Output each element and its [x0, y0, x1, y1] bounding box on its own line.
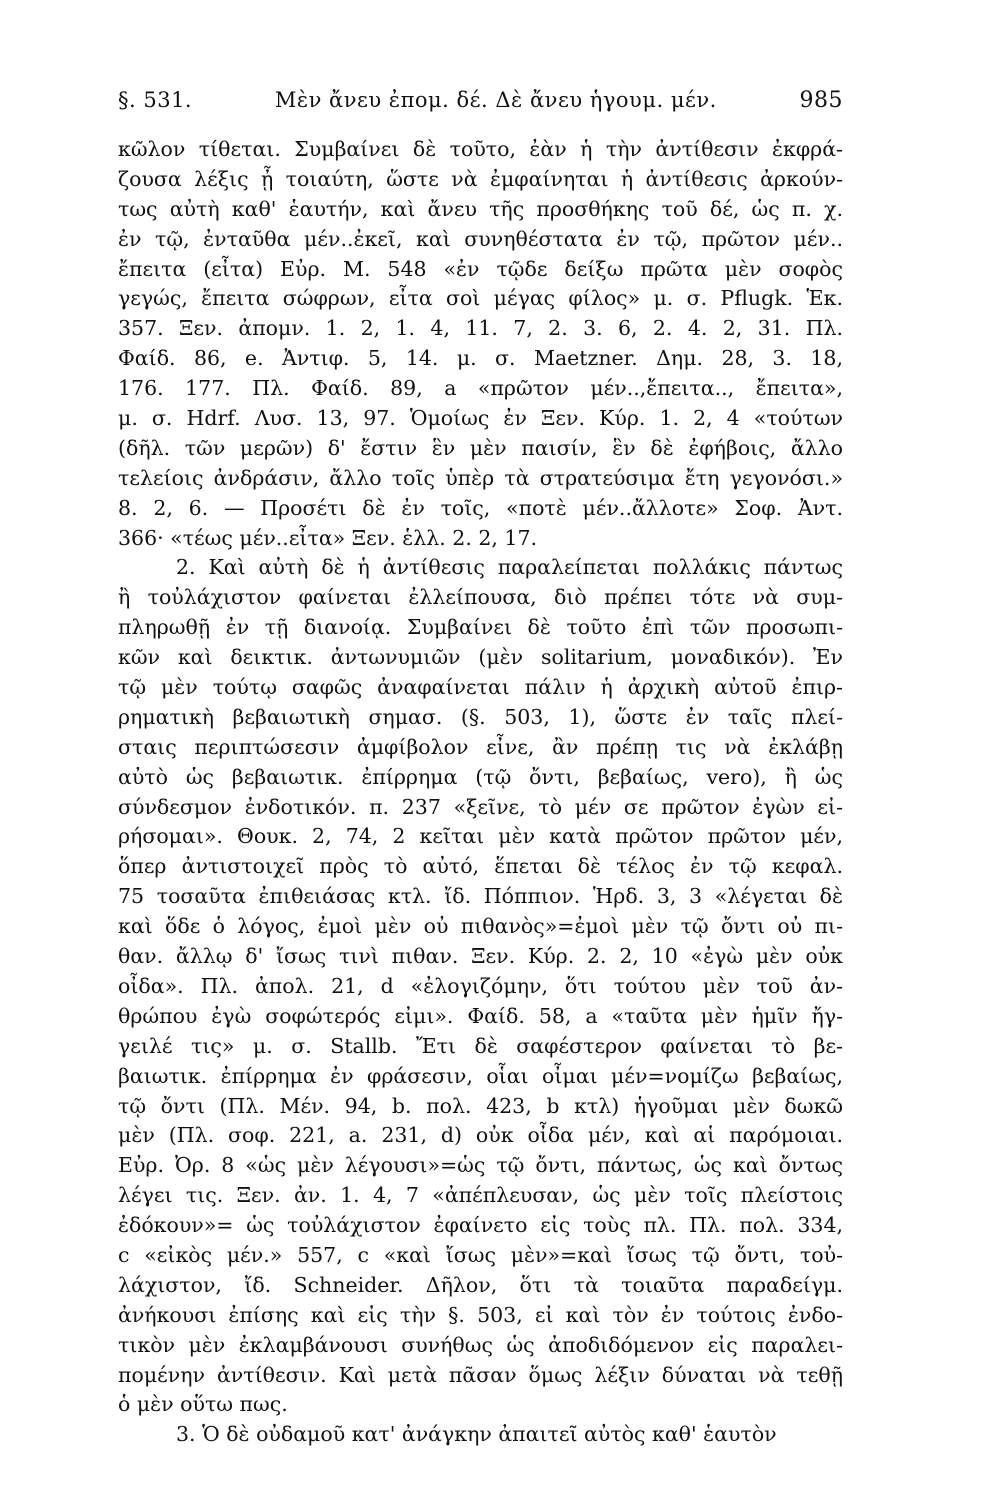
text-line: βαιωτικ. ἐπίρρημα ἐν φράσεσιν, οἷαι οἶμαι μέν=νομίζω βεβαίως,: [118, 1063, 843, 1088]
page-number: 985: [799, 88, 843, 113]
text-line: γεγώς, ἔπειτα σώφρων, εἶτα σοὶ μέγας φίλος» μ. σ. Pflugk. Ἑκ.: [118, 286, 843, 311]
text-line: γειλέ τις» μ. σ. Stallb. Ἔτι δὲ σαφέστερον φαίνεται τὸ βε-: [118, 1033, 843, 1058]
text-line: θρώπου ἐγὼ σοφώτερός εἰμι». Φαίδ. 58, a «ταῦτα μὲν ἡμῖν ἤγ-: [118, 1003, 843, 1028]
text-line: τῷ ὄντι (Πλ. Μέν. 94, b. πολ. 423, b κτλ) ἡγοῦμαι μὲν δωκῶ: [118, 1093, 843, 1118]
text-line: 357. Ξεν. ἀπομν. 1. 2, 1. 4, 11. 7, 2. 3. 6, 2. 4. 2, 31. Πλ.: [118, 316, 843, 341]
text-line: ἢ τοὐλάχιστον φαίνεται ἐλλείπουσα, διὸ πρέπει τότε νὰ συμ-: [118, 585, 843, 610]
body-text: [118, 135, 843, 1450]
text-line: 8. 2, 6. — Προσέτι δὲ ἐν τοῖς, «ποτὲ μέν..ἄλλοτε» Σοφ. Ἀντ.: [118, 495, 843, 520]
text-line: κῶν καὶ δεικτικ. ἀντωνυμιῶν (μὲν solitarium, μοναδικόν). Ἐν: [118, 645, 843, 670]
text-line: τελείοις ἀνδράσιν, ἄλλο τοῖς ὑπὲρ τὰ στρατεύσιμα ἔτη γεγονόσι.»: [118, 465, 843, 490]
text-line: 176. 177. Πλ. Φαίδ. 89, a «πρῶτον μέν..,ἔπειτα.., ἔπειτα»,: [118, 376, 843, 401]
text-line: καὶ ὅδε ὁ λόγος, ἐμοὶ μὲν οὐ πιθανὸς»=ἐμοὶ μὲν τῷ ὄντι οὐ πι-: [118, 914, 843, 939]
text-line: ὁ μὲν οὕτω πως.: [118, 1392, 288, 1417]
text-line: ὅπερ ἀντιστοιχεῖ πρὸς τὸ αὐτό, ἕπεται δὲ τέλος ἐν τῷ κεφαλ.: [118, 854, 843, 879]
text-line: ἐδόκουν»= ὡς τοὐλάχιστον ἐφαίνετο εἰς τοὺς πλ. Πλ. πολ. 334,: [118, 1213, 843, 1238]
text-line: λάχιστον, ἴδ. Schneider. Δῆλον, ὅτι τὰ τοιαῦτα παραδείγμ.: [118, 1272, 843, 1297]
text-line: ἐν τῷ, ἐνταῦθα μέν..ἐκεῖ, καὶ συνηθέστατα ἐν τῷ, πρῶτον μέν..: [118, 226, 843, 251]
text-line: μὲν (Πλ. σοφ. 221, a. 231, d) οὐκ οἶδα μέν, καὶ αἱ παρόμοιαι.: [118, 1123, 843, 1148]
text-line: τῷ μὲν τούτῳ σαφῶς ἀναφαίνεται πάλιν ἡ ἀρχικὴ αὐτοῦ ἐπιρ-: [118, 675, 843, 700]
text-line: λέγει τις. Ξεν. ἀν. 1. 4, 7 «ἀπέπλευσαν, ὡς μὲν τοῖς πλείστοις: [118, 1183, 843, 1208]
text-line: μ. σ. Hdrf. Λυσ. 13, 97. Ὁμοίως ἐν Ξεν. Κύρ. 1. 2, 4 «τούτων: [118, 406, 843, 431]
text-line: θαν. ἄλλῳ δ' ἴσως τινὶ πιθαν. Ξεν. Κύρ. 2. 2, 10 «ἐγὼ μὲν οὐκ: [118, 944, 843, 969]
text-line: πομένην ἀντίθεσιν. Καὶ μετὰ πᾶσαν ὅμως λέξιν δύναται νὰ τεθῇ: [118, 1362, 843, 1387]
header-title: Μὲν ἄνευ ἐπομ. δέ. Δὲ ἄνευ ἡγουμ. μέν.: [274, 88, 717, 112]
book-page: [118, 88, 843, 1450]
running-header: [118, 88, 843, 113]
text-line: κῶλον τίθεται. Συμβαίνει δὲ τοῦτο, ἐὰν ἡ τὴν ἀντίθεσιν ἐκφρά-: [118, 137, 843, 161]
section-number: §. 531.: [118, 88, 193, 112]
text-line: σταις περιπτώσεσιν ἀμφίβολον εἶνε, ἂν πρέπῃ τις νὰ ἐκλάβῃ: [118, 734, 843, 759]
text-line: c «εἰκὸς μέν.» 557, c «καὶ ἴσως μὲν»=καὶ ἴσως τῷ ὄντι, τοὐ-: [118, 1242, 843, 1267]
text-line: ρήσομαι». Θουκ. 2, 74, 2 κεῖται μὲν κατὰ πρῶτον πρῶτον μέν,: [118, 824, 843, 849]
text-line: 2. Καὶ αὐτὴ δὲ ἡ ἀντίθεσις παραλείπεται πολλάκις πάντως: [176, 555, 843, 580]
text-line: 366· «τέως μέν..εἶτα» Ξεν. ἑλλ. 2. 2, 17.: [118, 525, 538, 550]
text-line: τικὸν μὲν ἐκλαμβάνουσι συνήθως ὡς ἀποδιδόμενον εἰς παραλει-: [118, 1332, 843, 1357]
text-line: οἶδα». Πλ. ἀπολ. 21, d «ἐλογιζόμην, ὅτι τούτου μὲν τοῦ ἀν-: [118, 973, 843, 998]
text-line: ἔπειτα (εἶτα) Εὐρ. Μ. 548 «ἐν τῷδε δείξω πρῶτα μὲν σοφὸς: [118, 256, 843, 281]
text-line: 3. Ὁ δὲ οὐδαμοῦ κατ' ἀνάγκην ἀπαιτεῖ αὐτὸς καθ' ἑαυτὸν: [176, 1422, 777, 1447]
text-line: Εὐρ. Ὀρ. 8 «ὡς μὲν λέγουσι»=ὡς τῷ ὄντι, πάντως, ὡς καὶ ὄντως: [118, 1153, 843, 1178]
text-line: τως αὐτὴ καθ' ἑαυτήν, καὶ ἄνευ τῆς προσθήκης τοῦ δέ, ὡς π. χ.: [118, 196, 843, 221]
text-line: αὐτὸ ὡς βεβαιωτικ. ἐπίρρημα (τῷ ὄντι, βεβαίως, vero), ἢ ὡς: [118, 764, 843, 789]
text-line: ζουσα λέξις ᾖ τοιαύτη, ὥστε νὰ ἐμφαίνηται ἡ ἀντίθεσις ἀρκούν-: [118, 166, 843, 191]
text-line: ρηματικὴ βεβαιωτικὴ σημασ. (§. 503, 1), ὥστε ἐν ταῖς πλεί-: [118, 704, 843, 729]
text-line: ἀνήκουσι ἐπίσης καὶ εἰς τὴν §. 503, εἰ καὶ τὸν ἐν τούτοις ἐνδο-: [118, 1302, 843, 1327]
text-line: 75 τοσαῦτα ἐπιθειάσας κτλ. ἴδ. Πόππιον. Ἡρδ. 3, 3 «λέγεται δὲ: [118, 884, 843, 909]
text-line: πληρωθῇ ἐν τῇ διανοίᾳ. Συμβαίνει δὲ τοῦτο ἐπὶ τῶν προσωπι-: [118, 615, 843, 640]
text-line: σύνδεσμον ἐνδοτικόν. π. 237 «ξεῖνε, τὸ μέν σε πρῶτον ἐγὼν εἰ-: [118, 794, 843, 819]
text-line: Φαίδ. 86, e. Ἀντιφ. 5, 14. μ. σ. Maetzner. Δημ. 28, 3. 18,: [118, 346, 843, 371]
text-line: (δῆλ. τῶν μερῶν) δ' ἔστιν ἓν μὲν παισίν, ἓν δὲ ἐφήβοις, ἄλλο: [118, 435, 843, 460]
